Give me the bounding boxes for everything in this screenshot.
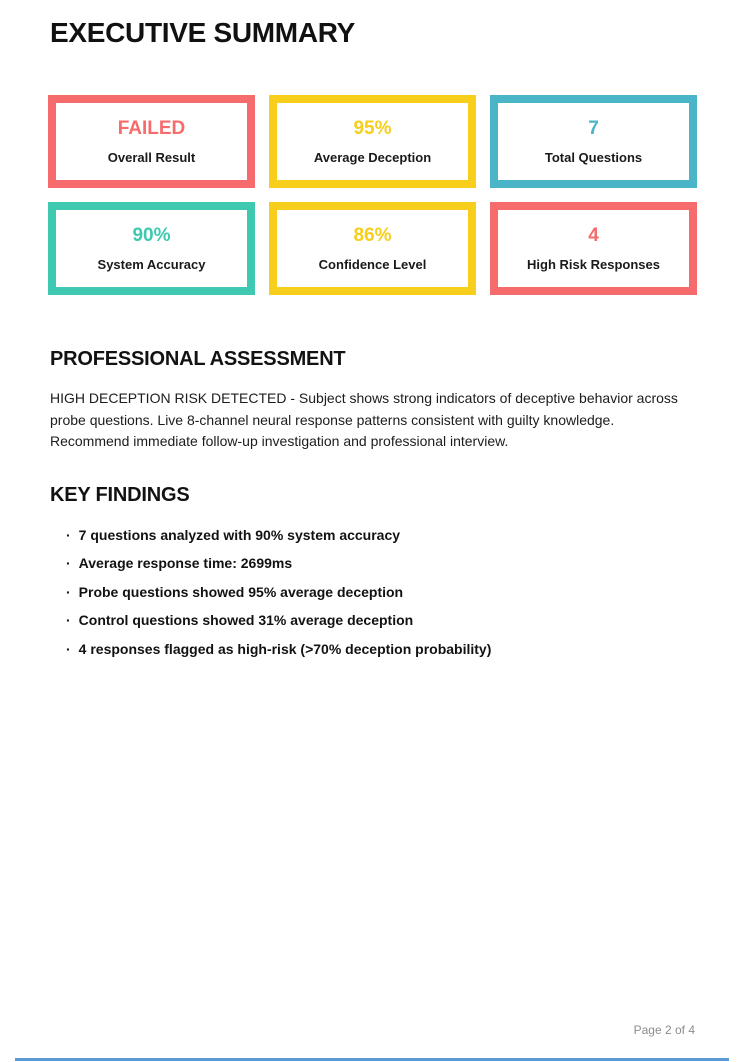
stat-card-total-questions (490, 95, 697, 188)
stat-card-high-risk-responses (490, 202, 697, 295)
page-number: Page 2 of 4 (633, 1023, 695, 1037)
stat-card-confidence-level (269, 202, 476, 295)
list-item (66, 641, 697, 658)
finding-text: Average response time: 2699ms (78, 555, 293, 571)
stat-value: 86% (353, 225, 392, 246)
stat-value: 7 (588, 118, 599, 139)
stat-label: Confidence Level (318, 257, 427, 272)
stat-value: 4 (588, 225, 599, 246)
finding-text: 7 questions analyzed with 90% system accuracy (78, 526, 401, 543)
finding-text: Control questions showed 31% average deception (78, 612, 414, 628)
stat-label: System Accuracy (97, 257, 206, 272)
summary-cards-grid (48, 95, 697, 295)
stat-label: Overall Result (107, 150, 196, 165)
list-item (66, 612, 697, 629)
finding-text: Probe questions showed 95% average deception (78, 583, 404, 600)
stat-card-system-accuracy (48, 202, 255, 295)
bullet-icon: · (66, 640, 71, 657)
stat-label: Total Questions (544, 150, 643, 165)
stat-value: FAILED (117, 118, 186, 139)
key-findings-heading: KEY FINDINGS (50, 483, 190, 506)
finding-text: 4 responses flagged as high-risk (>70% deception probability) (78, 640, 492, 657)
page-bottom-divider (15, 1058, 729, 1061)
stat-value: 95% (353, 118, 392, 139)
professional-assessment-heading: PROFESSIONAL ASSESSMENT (50, 348, 346, 370)
bullet-icon: · (66, 612, 71, 628)
page-title: EXECUTIVE SUMMARY (50, 17, 356, 48)
key-findings-list (66, 527, 697, 658)
stat-label: High Risk Responses (527, 257, 660, 272)
stat-label: Average Deception (313, 150, 432, 165)
list-item (66, 527, 697, 544)
bullet-icon: · (66, 526, 71, 543)
list-item (66, 584, 697, 601)
professional-assessment-body: HIGH DECEPTION RISK DETECTED - Subject shows strong indicators of deceptive behavior across probe questions. Live 8-channel neural response patterns consistent with guilty knowledge. Recommend immediate follow-up investigation and professional interview. (50, 390, 678, 449)
stat-card-average-deception (269, 95, 476, 188)
bullet-icon: · (66, 555, 71, 571)
stat-value: 90% (132, 225, 171, 246)
stat-card-overall-result (48, 95, 255, 188)
bullet-icon: · (66, 583, 71, 600)
list-item (66, 555, 697, 572)
